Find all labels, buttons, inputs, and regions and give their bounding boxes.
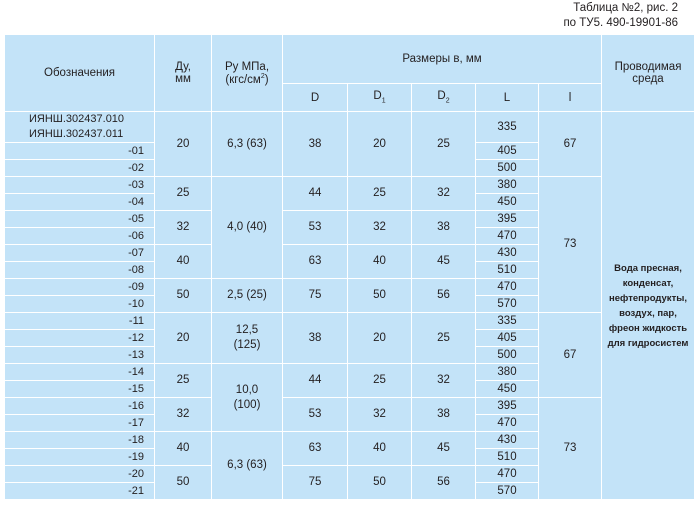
cell-L: 500	[476, 160, 539, 177]
cell-L: 570	[476, 483, 539, 500]
cell-D2: 56	[412, 279, 476, 313]
cell-D2: 38	[412, 211, 476, 245]
header-du: Ду, мм	[155, 35, 212, 112]
cell-pu: 6,3 (63)	[212, 432, 283, 500]
cell-D2: 45	[412, 245, 476, 279]
cell-du: 32	[155, 211, 212, 245]
cell-D1: 50	[348, 466, 412, 500]
table-row-designation: -16	[5, 398, 155, 415]
cell-D2: 25	[412, 112, 476, 177]
header-designation: Обозначения	[5, 35, 155, 112]
cell-L: 450	[476, 381, 539, 398]
header-sizes: Размеры в, мм	[283, 35, 602, 84]
cell-D1: 20	[348, 112, 412, 177]
table-row-designation: -02	[5, 160, 155, 177]
cell-D1: 25	[348, 177, 412, 211]
cell-du: 25	[155, 177, 212, 211]
cell-D2: 56	[412, 466, 476, 500]
cell-du: 50	[155, 466, 212, 500]
cell-l: 67	[539, 313, 602, 398]
cell-D2: 45	[412, 432, 476, 466]
table-row-designation: -14	[5, 364, 155, 381]
table-row-designation: -12	[5, 330, 155, 347]
cell-D: 44	[283, 364, 348, 398]
cell-D1: 32	[348, 211, 412, 245]
cell-du: 20	[155, 112, 212, 177]
table-row-designation: -10	[5, 296, 155, 313]
cell-pu: 2,5 (25)	[212, 279, 283, 313]
header-pu: Ру МПа, $(кгс/см^2)$	[212, 35, 283, 112]
cell-l: 67	[539, 112, 602, 177]
cell-pu: 6,3 (63)	[212, 112, 283, 177]
cell-D1: 50	[348, 279, 412, 313]
header-medium: Проводимая среда	[602, 35, 695, 112]
cell-medium: Вода пресная, конденсат, нефтепродукты, воздух, пар, фреон жидкость для гидросистем	[602, 112, 695, 500]
cell-D: 44	[283, 177, 348, 211]
table-row-designation: -08	[5, 262, 155, 279]
cell-pu: 12,5 (125)	[212, 313, 283, 364]
cell-D1: 20	[348, 313, 412, 364]
table-row-designation: -17	[5, 415, 155, 432]
cell-D: 53	[283, 211, 348, 245]
cell-D2: 32	[412, 177, 476, 211]
table-row-designation: -18	[5, 432, 155, 449]
cell-L: 470	[476, 228, 539, 245]
cell-L: 500	[476, 347, 539, 364]
cell-D2: 38	[412, 398, 476, 432]
cell-du: 40	[155, 432, 212, 466]
table-row-designation: -21	[5, 483, 155, 500]
cell-L: 450	[476, 194, 539, 211]
table-row-designation: -04	[5, 194, 155, 211]
cell-du: 40	[155, 245, 212, 279]
cell-l: 73	[539, 177, 602, 313]
table-row-designation: ИЯНШ.302437.010 ИЯНШ.302437.011	[5, 112, 155, 143]
table-row-designation: -09	[5, 279, 155, 296]
cell-D: 63	[283, 245, 348, 279]
table-row-designation: -20	[5, 466, 155, 483]
cell-L: 395	[476, 398, 539, 415]
cell-D2: 25	[412, 313, 476, 364]
cell-L: 405	[476, 330, 539, 347]
cell-L: 570	[476, 296, 539, 313]
cell-L: 470	[476, 466, 539, 483]
cell-L: 405	[476, 143, 539, 160]
cell-D1: 40	[348, 432, 412, 466]
cell-L: 510	[476, 262, 539, 279]
table-row-designation: -05	[5, 211, 155, 228]
cell-D: 38	[283, 112, 348, 177]
table-row-designation: -01	[5, 143, 155, 160]
table-row-designation: -06	[5, 228, 155, 245]
cell-L: 335	[476, 112, 539, 143]
cell-du: 32	[155, 398, 212, 432]
caption-line-1: Таблица №2, рис. 2	[573, 2, 678, 14]
table-row-designation: -19	[5, 449, 155, 466]
cell-du: 50	[155, 279, 212, 313]
cell-L: 380	[476, 177, 539, 194]
cell-L: 510	[476, 449, 539, 466]
cell-D1: 25	[348, 364, 412, 398]
cell-D: 53	[283, 398, 348, 432]
cell-D: 75	[283, 466, 348, 500]
cell-L: 430	[476, 432, 539, 449]
cell-D2: 32	[412, 364, 476, 398]
table-row-designation: -15	[5, 381, 155, 398]
caption-line-2: по ТУ5. 490-19901-86	[563, 17, 678, 29]
cell-pu: 10,0 (100)	[212, 364, 283, 432]
cell-L: 430	[476, 245, 539, 262]
table-row-designation: -13	[5, 347, 155, 364]
specs-table	[4, 34, 695, 500]
cell-L: 380	[476, 364, 539, 381]
cell-L: 470	[476, 415, 539, 432]
cell-pu: 4,0 (40)	[212, 177, 283, 279]
cell-L: 470	[476, 279, 539, 296]
cell-du: 25	[155, 364, 212, 398]
cell-D1: 40	[348, 245, 412, 279]
cell-D: 38	[283, 313, 348, 364]
cell-du: 20	[155, 313, 212, 364]
table-row-designation: -03	[5, 177, 155, 194]
cell-l: 73	[539, 398, 602, 500]
header-L: L	[476, 84, 539, 112]
table-row-designation: -07	[5, 245, 155, 262]
cell-L: 395	[476, 211, 539, 228]
header-l: l	[539, 84, 602, 112]
header-D1: $D_1$	[348, 84, 412, 112]
header-D: D	[283, 84, 348, 112]
cell-L: 335	[476, 313, 539, 330]
cell-D1: 32	[348, 398, 412, 432]
table-caption	[563, 1, 678, 31]
cell-D: 63	[283, 432, 348, 466]
table-row-designation: -11	[5, 313, 155, 330]
header-D2: $D_2$	[412, 84, 476, 112]
cell-D: 75	[283, 279, 348, 313]
